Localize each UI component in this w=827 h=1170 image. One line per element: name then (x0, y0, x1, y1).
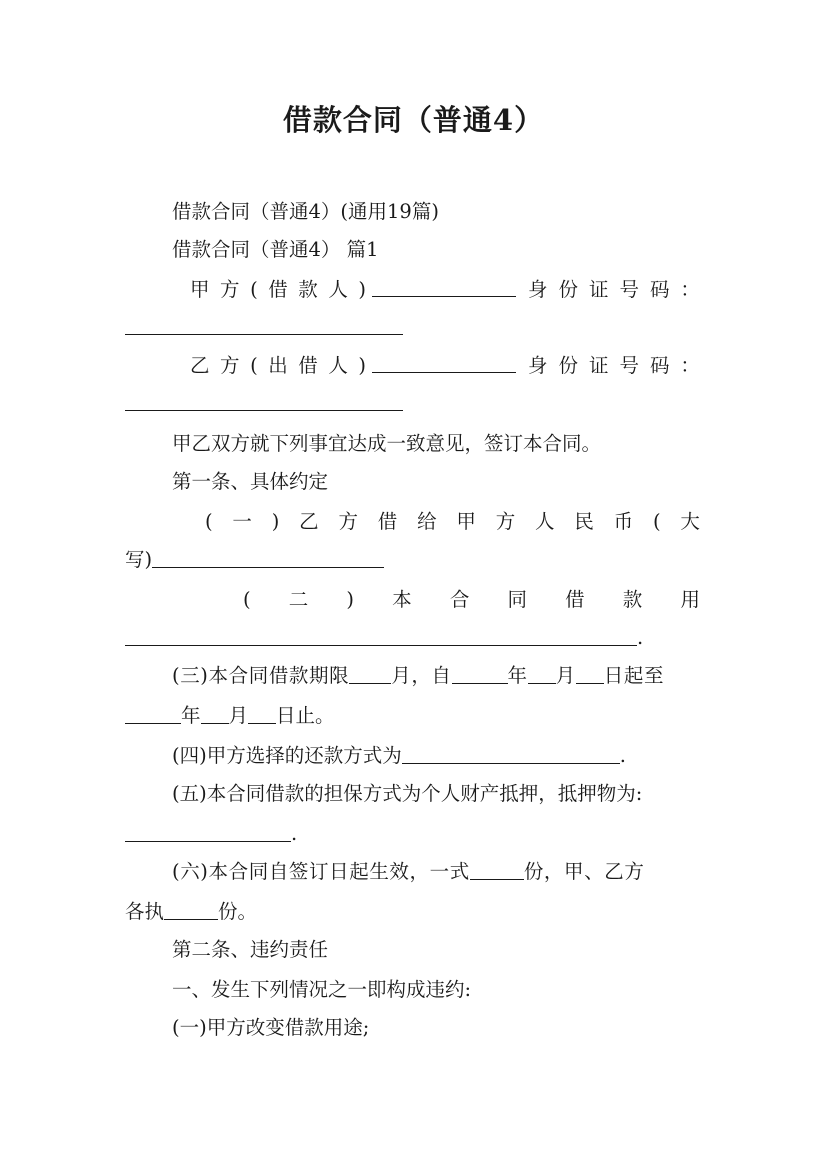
party-b-label-char: 乙 (190, 354, 210, 377)
party-a-name-blank (372, 296, 516, 297)
party-a-id-label-char: 证 (588, 278, 609, 301)
item-2-char: 借 (565, 588, 585, 611)
document-title: 借款合同（普通4） (282, 103, 545, 137)
party-a-label-char: ( (250, 278, 258, 301)
agreement-statement: 甲乙双方就下列事宜达成一致意见，签订本合同。 (172, 432, 602, 455)
breach-intro: 一、发生下列情况之一即构成违约: (172, 978, 472, 1001)
party-b-name-blank (372, 372, 516, 373)
item-2-char: 合 (449, 588, 470, 611)
item-1-line (205, 508, 700, 536)
party-b-id-blank (125, 410, 403, 411)
item-4-method-blank (402, 743, 620, 764)
item-1-char: 甲 (456, 510, 476, 533)
article-1-heading: 第一条、具体约定 (172, 470, 329, 493)
party-a-id-blank (125, 334, 403, 335)
item-3-text-d: 月 (555, 664, 576, 687)
item-6-each-copies-blank (164, 899, 218, 920)
party-a-id-label-char: ： (680, 278, 700, 301)
item-1-char: 乙 (299, 510, 319, 533)
party-a-label-char: 款 (298, 278, 318, 301)
party-a-id-label-char: 码 (649, 278, 670, 301)
item-1-char: 一 (232, 510, 252, 533)
item-3-text-a: (三)本合同借款期限 (172, 664, 350, 687)
item-1-char: 大 (680, 510, 700, 533)
item-2-char: 二 (288, 588, 309, 611)
party-a-label-char: 借 (268, 278, 288, 301)
item-2-char: 用 (680, 588, 700, 611)
party-a-label-char: 方 (220, 278, 240, 301)
item-3-start-month-blank (528, 663, 556, 684)
item-2-char: ( (243, 588, 251, 611)
item-1-char: 方 (338, 510, 358, 533)
item-1-char: 给 (417, 510, 437, 533)
item-6-text-c: 各执 (125, 900, 165, 923)
item-2-line (243, 586, 700, 614)
item-6-copies-blank (470, 859, 524, 880)
party-b-label-char: 方 (220, 354, 240, 377)
party-a-id-label-char: 份 (558, 278, 578, 301)
item-5-end: . (291, 822, 298, 845)
party-a-label-char: 人 (328, 278, 348, 301)
party-b-label-char: 出 (268, 354, 288, 377)
item-2-char: ) (346, 588, 355, 611)
item-2-end: . (637, 626, 644, 649)
item-2-char: 同 (507, 588, 527, 611)
party-b-id-label-char: 号 (619, 354, 639, 377)
item-5-collateral-blank (125, 821, 291, 842)
item-5-continuation (125, 820, 297, 848)
item-3-end-month-blank (201, 703, 229, 724)
party-b-label (190, 352, 366, 380)
party-b-label-char: 人 (328, 354, 348, 377)
party-b-id-label-char: 证 (588, 354, 609, 377)
item-1-char: ) (271, 510, 280, 533)
item-1-char: ( (652, 510, 661, 533)
party-a-id-label-char: 号 (619, 278, 639, 301)
party-a-label-char: 甲 (190, 278, 210, 301)
item-6-text-a: (六)本合同自签订日起生效，一式 (172, 860, 470, 883)
document-subtitle: 借款合同（普通4）(通用19篇) (172, 200, 439, 223)
item-1-char: 人 (535, 510, 555, 533)
party-b-id-label (528, 352, 700, 380)
item-5-line: (五)本合同借款的担保方式为个人财产抵押，抵押物为: (172, 782, 643, 805)
party-b-label-char: ( (250, 354, 258, 377)
item-3-text-g: 月 (228, 704, 249, 727)
item-3-continuation (125, 702, 335, 730)
item-1-char: 币 (613, 510, 634, 533)
item-6-text-d: 份。 (218, 900, 258, 923)
party-b-label-char: ) (358, 354, 366, 377)
item-1-continuation (125, 546, 384, 574)
item-1-char: ( (205, 510, 213, 533)
item-3-text-e: 日起至 (603, 664, 665, 687)
party-b-id-label-char: 身 (528, 354, 548, 377)
breach-item-1: (一)甲方改变借款用途; (172, 1016, 370, 1039)
item-3-end-day-blank (248, 703, 276, 724)
item-2-purpose-blank (125, 625, 637, 646)
article-2-heading: 第二条、违约责任 (172, 938, 329, 961)
item-2-char: 本 (392, 588, 412, 611)
party-b-id-label-char: 码 (649, 354, 670, 377)
item-4-line (172, 742, 626, 770)
item-3-text-h: 日止。 (276, 704, 335, 727)
item-6-line (172, 858, 644, 886)
party-a-label-char: ) (358, 278, 366, 301)
item-1-amount-blank (152, 547, 384, 568)
item-1-char: 方 (495, 510, 516, 533)
party-a-label (190, 276, 366, 304)
item-3-months-blank (349, 663, 391, 684)
item-3-line (172, 662, 664, 690)
item-1-char: 民 (574, 510, 594, 533)
party-a-id-label (528, 276, 700, 304)
party-b-label-char: 借 (298, 354, 318, 377)
item-6-text-b: 份，甲、乙方 (523, 860, 645, 883)
item-2-char: 款 (622, 588, 643, 611)
party-b-id-label-char: 份 (558, 354, 578, 377)
item-1-char: 借 (377, 510, 398, 533)
item-2-continuation (125, 624, 643, 652)
party-a-id-label-char: 身 (528, 278, 548, 301)
chapter-heading: 借款合同（普通4） 篇1 (172, 238, 379, 261)
item-3-end-year-blank (125, 703, 181, 724)
item-3-start-day-blank (576, 663, 604, 684)
item-3-start-year-blank (452, 663, 508, 684)
item-4-text: (四)甲方选择的还款方式为 (172, 744, 402, 767)
party-b-id-label-char: ： (680, 354, 700, 377)
item-3-text-f: 年 (181, 704, 201, 727)
item-6-continuation (125, 898, 257, 926)
item-3-text-c: 年 (507, 664, 528, 687)
item-3-text-b: 月，自 (391, 664, 452, 687)
item-1-cont-text: 写) (125, 548, 153, 571)
item-4-end: . (619, 744, 626, 767)
